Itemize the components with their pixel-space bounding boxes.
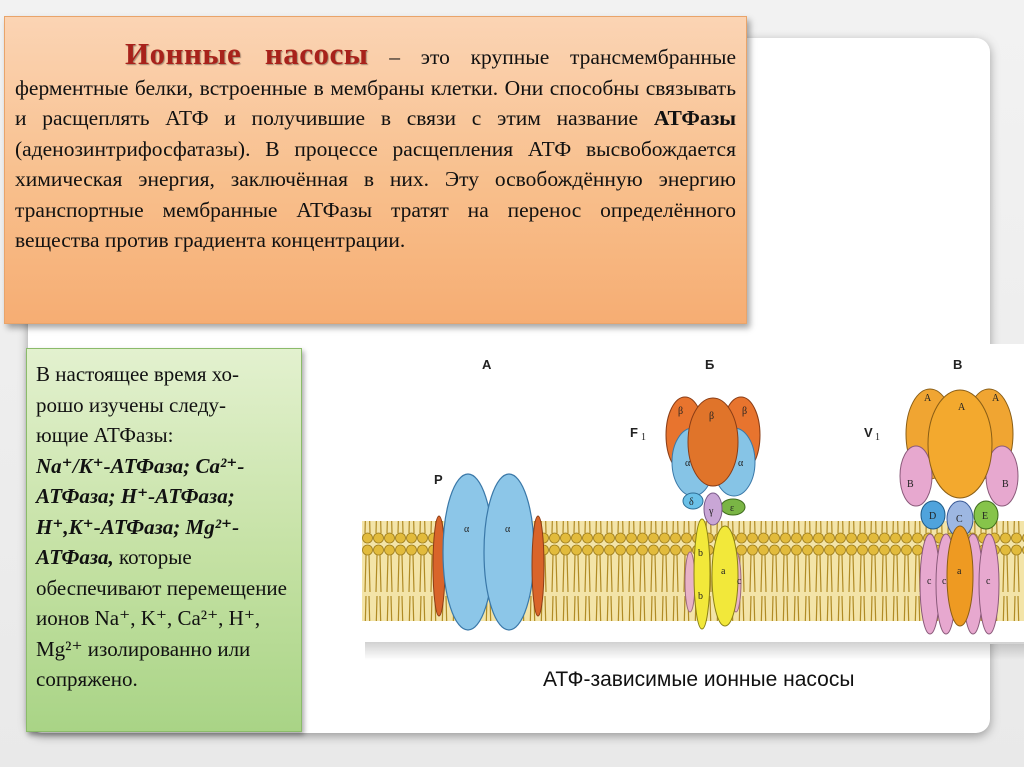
definition-dash: –	[389, 45, 401, 69]
v-subunit-label: B	[1002, 479, 1009, 490]
f-subunit-label: β	[742, 406, 748, 417]
atpase-intro: В настоящее время хо- рошо изучены следу- ющие АТФазы:	[36, 362, 239, 447]
atpase-tail: которые обеспечивают перемещение ионов Na⁺, K⁺, Ca²⁺, H⁺, Mg²⁺ изолированно или сопряжено.	[36, 545, 287, 691]
v-subunit-label: A	[992, 393, 1000, 404]
atpase-3: H⁺-АТФаза;	[120, 484, 235, 508]
f-b-subunit	[694, 519, 710, 629]
pump-label-f: F	[630, 425, 638, 440]
p-alpha-label: α	[505, 524, 511, 535]
pump-label-v: V	[864, 425, 873, 440]
pump-label-p: P	[434, 472, 443, 487]
definition-part1: это крупные трансмембранные ферментные белки, встроенные в мембраны клетки. Они способны связывать и расщеплять АТФ и получившие в связи с этим название	[15, 45, 736, 130]
atpase-4: H⁺,K⁺-АТФаза;	[36, 514, 181, 539]
v-subunit-label: C	[956, 514, 963, 525]
f-subunit-label: a	[721, 566, 726, 577]
f-subunit-label: ε	[730, 503, 735, 514]
v-subunit-label: A	[924, 393, 932, 404]
v-subunit-label: E	[982, 511, 989, 522]
f-subunit-label: α	[685, 458, 691, 469]
panel-label-b: Б	[705, 357, 715, 372]
f-subunit-label: b	[698, 548, 703, 559]
f-subunit-label: c	[737, 576, 742, 587]
panel-label-a: А	[482, 357, 492, 372]
atpase-1: Na⁺/K⁺-АТФаза;	[36, 453, 191, 478]
definition-title: Ионные насосы	[125, 36, 369, 71]
f-subunit-label: γ	[709, 506, 714, 517]
f-subunit-label: α	[738, 458, 744, 469]
v-subunit-label: A	[958, 402, 966, 413]
ion-pumps-figure	[362, 344, 1024, 644]
f-subunit-label: δ	[689, 497, 694, 508]
p-alpha-label: α	[464, 524, 470, 535]
v-subunit-label: c	[927, 576, 932, 587]
p-side-subunit	[532, 516, 544, 616]
atpase-2: Ca²⁺-АТФаза;	[36, 453, 245, 508]
f-subunit-label: β	[709, 411, 715, 422]
v-subunit-label: B	[907, 479, 914, 490]
definition-bold-term: АТФазы	[653, 106, 737, 130]
panel-label-c: В	[953, 357, 963, 372]
v-subunit-label: a	[957, 566, 962, 577]
v-b-subunit	[900, 446, 932, 506]
f-subunit-label: b	[698, 591, 703, 602]
v-subunit-label: D	[929, 511, 937, 522]
figure-shadow	[365, 642, 1024, 660]
f-subunit-label: β	[678, 406, 684, 417]
atpase-list-box	[26, 348, 302, 732]
definition-text	[15, 36, 737, 256]
v-subunit-label: c	[942, 576, 947, 587]
definition-box	[4, 16, 747, 324]
atpase-5: Mg²⁺-АТФаза,	[36, 514, 240, 569]
f-c-ring	[685, 552, 695, 612]
v-subunit-label: c	[986, 576, 991, 587]
atpase-list-text	[36, 359, 289, 695]
definition-part2: (аденозинтрифосфатазы). В процессе расщепления АТФ высвобождается химическая энергия, заключённая в них. Эту освобождённую энергию транспортные мембранные АТФазы тратят на перенос определённого вещества против градиента концентрации.	[15, 136, 736, 252]
p-alpha-subunit	[484, 474, 534, 630]
svg-text:1: 1	[875, 432, 880, 443]
svg-text:1: 1	[641, 432, 646, 443]
figure-caption: АТФ-зависимые ионные насосы	[543, 668, 855, 691]
